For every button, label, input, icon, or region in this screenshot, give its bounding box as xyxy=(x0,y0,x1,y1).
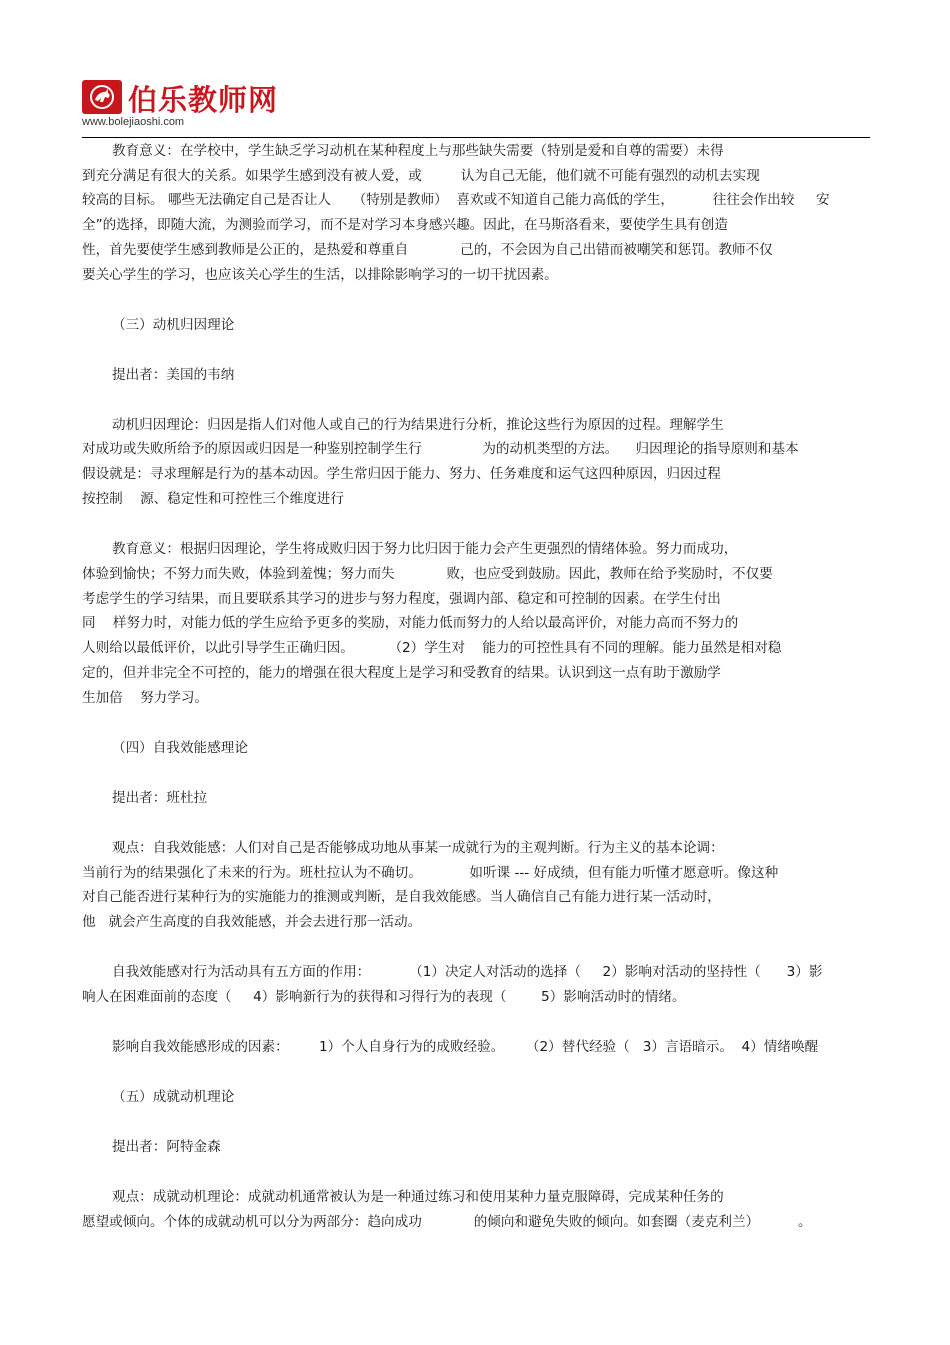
section-heading: （四）自我效能感理论 xyxy=(112,740,248,756)
section-heading: （三）动机归因理论 xyxy=(112,317,235,333)
text-line: 体验到愉快；不努力而失败，体验到羞愧；努力而失 败，也应受到鼓励。因此，教师在给予奖励时，不仅要 xyxy=(82,566,773,582)
text-line: 教育意义：根据归因理论，学生将成败归因于努力比归因于能力会产生更强烈的情绪体验。努力而成功， xyxy=(112,541,738,557)
text-line: 动机归因理论：归因是指人们对他人或自己的行为结果进行分析，推论这些行为原因的过程。理解学生 xyxy=(112,417,724,433)
text-line: 他 就会产生高度的自我效能感，并会去进行那一活动。 xyxy=(82,914,422,930)
text-line: 全”的选择，即随大流，为测验而学习，而不是对学习本身感兴趣。因此，在马斯洛看来，要使学生具有创造 xyxy=(82,217,728,233)
text-line: 人则给以最低评价，以此引导学生正确归因。 （2）学生对 能力的可控性具有不同的理解。能力虽然是相对稳 xyxy=(82,640,782,656)
text-line: 较高的目标。 哪些无法确定自己是否让人 （特别是教师） 喜欢或不知道自己能力高低的学生， 往往会作出较 安 xyxy=(82,192,830,208)
text-line: 观点：自我效能感：人们对自己是否能够成功地从事某一成就行为的主观判断。行为主义的基本论调： xyxy=(112,840,724,856)
text-line: 自我效能感对行为活动具有五方面的作用： （1）决定人对活动的选择（ 2）影响对活动的坚持性（ 3）影 xyxy=(112,964,823,980)
text-line: 考虑学生的学习结果，而且要联系其学习的进步与努力程度，强调内部、稳定和可控制的因素。在学生付出 xyxy=(82,591,721,607)
text-line: 按控制 源、稳定性和可控性三个维度进行 xyxy=(82,491,344,507)
site-url[interactable]: www.bolejiaoshi.com xyxy=(82,116,185,128)
text-line: 愿望或倾向。个体的成就动机可以分为两部分：趋向成功 的倾向和避免失败的倾向。如套圈（麦克利兰） 。 xyxy=(82,1214,812,1230)
text-line: 提出者：美国的韦纳 xyxy=(112,367,235,383)
text-line: 对自己能否进行某种行为的实施能力的推测或判断，是自我效能感。当人确信自己有能力进行某一活动时， xyxy=(82,889,721,905)
text-line: 观点：成就动机理论：成就动机通常被认为是一种通过练习和使用某种力量克服障碍，完成某种任务的 xyxy=(112,1189,724,1205)
horse-logo-icon xyxy=(82,80,122,114)
text-line: 定的，但并非完全不可控的，能力的增强在很大程度上是学习和受教育的结果。认识到这一点有助于激励学 xyxy=(82,665,721,681)
site-header xyxy=(82,80,872,138)
text-line: 响人在困难面前的态度（ 4）影响新行为的获得和习得行为的表现（ 5）影响活动时的情绪。 xyxy=(82,989,686,1005)
text-line: 假设就是：寻求理解是行为的基本动因。学生常归因于能力、努力、任务难度和运气这四种原因，归因过程 xyxy=(82,466,721,482)
text-line: 影响自我效能感形成的因素： 1）个人自身行为的成败经验。 （2）替代经验（ 3）言语暗示。 4）情绪唤醒 xyxy=(112,1039,819,1055)
text-line: 到充分满足有很大的关系。如果学生感到没有被人爱，或 认为自己无能，他们就不可能有强烈的动机去实现 xyxy=(82,168,760,184)
text-line: 对成功或失败所给予的原因或归因是一种鉴别控制学生行 为的动机类型的方法。 归因理论的指导原则和基本 xyxy=(82,441,799,457)
text-line: 同 样努力时，对能力低的学生应给予更多的奖励，对能力低而努力的人给以最高评价，对能力高而不努力的 xyxy=(82,615,739,631)
text-line: 当前行为的结果强化了未来的行为。班杜拉认为不确切。 如听课 --- 好成绩，但有能力听懂才愿意听。像这种 xyxy=(82,865,779,881)
section-heading: （五）成就动机理论 xyxy=(112,1089,235,1105)
text-line: 性，首先要使学生感到教师是公正的，是热爱和尊重自 己的，不会因为自己出错而被嘲笑和惩罚。教师不仅 xyxy=(82,242,773,258)
text-line: 教育意义：在学校中，学生缺乏学习动机在某种程度上与那些缺失需要（特别是爱和自尊的需要）未得 xyxy=(112,143,724,159)
text-line: 提出者：班杜拉 xyxy=(112,790,208,806)
text-line: 提出者：阿特金森 xyxy=(112,1139,221,1155)
site-logo-title[interactable]: 伯乐教师网 xyxy=(128,83,279,117)
text-line: 要关心学生的学习，也应该关心学生的生活，以排除影响学习的一切干扰因素。 xyxy=(82,267,558,283)
header-divider xyxy=(82,137,870,138)
text-line: 生加倍 努力学习。 xyxy=(82,690,209,706)
